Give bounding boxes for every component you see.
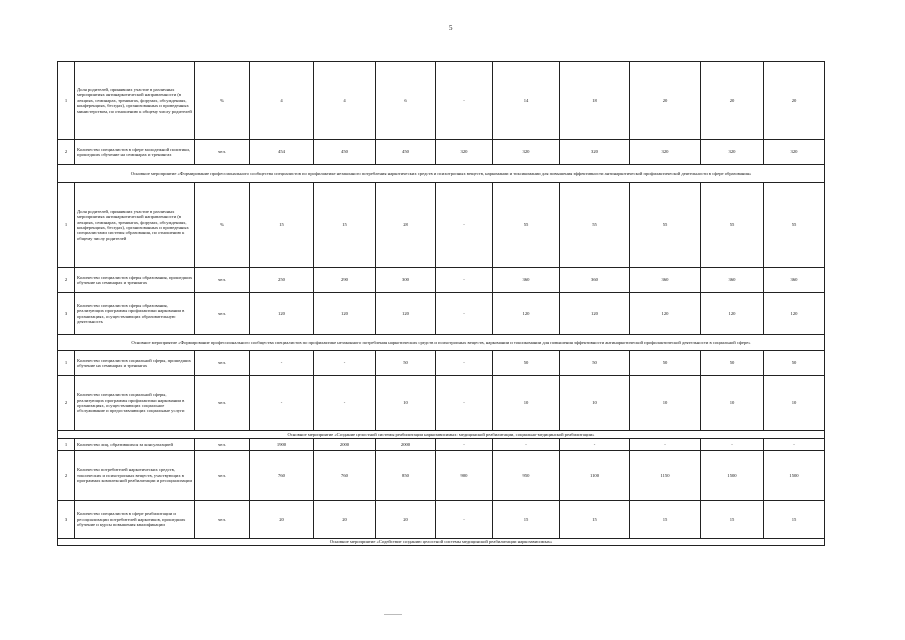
indicator-name: Количество потребителей наркотических средств, токсических и психотропных веществ, участвующих в программах комплексной реабилитации и ресоциализации <box>75 451 195 501</box>
indicator-name: Количество специалистов в сфере реабилитации и ресоциализации потребителей наркотиков, прошедших обучение и курсы повышения квалификации <box>75 501 195 539</box>
value-cell: 6 <box>376 62 436 140</box>
value-cell: 10 <box>764 376 825 431</box>
value-cell: 15 <box>701 501 764 539</box>
table-row <box>58 376 825 431</box>
value-cell: 15 <box>250 183 314 268</box>
row-number: 2 <box>58 268 75 293</box>
table-row <box>58 268 825 293</box>
row-number: 1 <box>58 62 75 140</box>
value-cell: 1100 <box>560 451 630 501</box>
value-cell: 50 <box>701 351 764 376</box>
value-cell: 320 <box>493 140 560 165</box>
table-row <box>58 439 825 451</box>
value-cell: 320 <box>764 140 825 165</box>
section-title <box>58 335 825 351</box>
unit-cell: чел. <box>195 351 250 376</box>
value-cell: 760 <box>314 451 376 501</box>
value-cell: 10 <box>630 376 701 431</box>
value-cell: 450 <box>314 140 376 165</box>
value-cell: 454 <box>250 140 314 165</box>
value-cell: - <box>436 183 493 268</box>
value-cell: 20 <box>701 62 764 140</box>
value-cell: 120 <box>376 293 436 335</box>
unit-cell: чел. <box>195 439 250 451</box>
value-cell: 320 <box>630 140 701 165</box>
value-cell: 20 <box>764 62 825 140</box>
value-cell: 320 <box>560 140 630 165</box>
indicator-name: Доля родителей, принявших участие в различных мероприятиях антинаркотической направленности (в лекциях, семинарах, тренингах, форумах, обсуждениях, конференциях, беседах), организованных и проведенных министерством, по отношению к общему числу родителей <box>75 62 195 140</box>
value-cell: 1150 <box>630 451 701 501</box>
row-number: 1 <box>58 439 75 451</box>
value-cell: 320 <box>436 140 493 165</box>
section-header-row <box>58 431 825 439</box>
unit-cell: чел. <box>195 268 250 293</box>
section-header-row <box>58 539 825 546</box>
value-cell: 15 <box>630 501 701 539</box>
value-cell: 15 <box>493 501 560 539</box>
value-cell: 20 <box>250 501 314 539</box>
indicators-table <box>57 61 825 546</box>
value-cell: 850 <box>376 451 436 501</box>
unit-cell: чел. <box>195 501 250 539</box>
value-cell: 20 <box>376 501 436 539</box>
value-cell: 760 <box>250 451 314 501</box>
value-cell: 10 <box>701 376 764 431</box>
indicator-name: Доля родителей, принявших участие в различных мероприятиях антинаркотической направленности (в лекциях, семинарах, тренингах, форумах, обсуждениях, конференциях, беседах), организованных и проведенных специалистами системы образования, по отношению к общему числу родителей <box>75 183 195 268</box>
page-number: 5 <box>449 24 453 32</box>
row-number: 3 <box>58 501 75 539</box>
value-cell: 120 <box>764 293 825 335</box>
section-title-text: Основное мероприятие «Формирование профессионального сообщества специалистов по профилактике незаконного потребления наркотических средств и психотропных веществ, наркомании и токсикомании для повышения эффективности антинаркотической профилактической деятельности в социальной сфере» <box>131 339 751 345</box>
value-cell: 250 <box>250 268 314 293</box>
value-cell: 50 <box>630 351 701 376</box>
value-cell: - <box>436 268 493 293</box>
value-cell: 450 <box>376 140 436 165</box>
value-cell: 360 <box>701 268 764 293</box>
value-cell: - <box>630 439 701 451</box>
value-cell: 55 <box>560 183 630 268</box>
row-number: 3 <box>58 293 75 335</box>
unit-cell: % <box>195 183 250 268</box>
value-cell: 14 <box>493 62 560 140</box>
value-cell: 1500 <box>701 451 764 501</box>
section-title <box>58 165 825 183</box>
value-cell: 120 <box>701 293 764 335</box>
footer-mark <box>384 614 402 615</box>
unit-cell: чел. <box>195 451 250 501</box>
value-cell: 4 <box>250 62 314 140</box>
indicator-name: Количество лиц, обратившихся за консультацией <box>75 439 195 451</box>
value-cell: 15 <box>764 501 825 539</box>
indicator-name: Количество специалистов в сфере молодежной политики, прошедших обучение на семинарах и тренингах <box>75 140 195 165</box>
row-number: 2 <box>58 376 75 431</box>
section-title-text: Основное мероприятие «Формирование профессионального сообщества специалистов по профилактике незаконного потребления наркотических средств и психотропных веществ, наркомании и токсикомании для повышения эффективности антинаркотической профилактической деятельности в сфере образования» <box>130 170 752 176</box>
unit-cell: чел. <box>195 376 250 431</box>
value-cell: 15 <box>314 183 376 268</box>
value-cell: 360 <box>560 268 630 293</box>
value-cell: 28 <box>376 183 436 268</box>
value-cell: - <box>314 351 376 376</box>
value-cell: 120 <box>560 293 630 335</box>
value-cell: 15 <box>560 501 630 539</box>
value-cell: 300 <box>376 268 436 293</box>
table-row <box>58 62 825 140</box>
section-title <box>58 431 825 439</box>
value-cell: 2000 <box>314 439 376 451</box>
indicator-name: Количество специалистов сферы образования, реализующих программы профилактики наркомании в организациях, осуществляющих образовательную деятельность <box>75 293 195 335</box>
row-number: 2 <box>58 140 75 165</box>
value-cell: - <box>436 501 493 539</box>
value-cell: 50 <box>376 351 436 376</box>
value-cell: - <box>436 439 493 451</box>
value-cell: 120 <box>250 293 314 335</box>
value-cell: 10 <box>376 376 436 431</box>
table-row <box>58 501 825 539</box>
value-cell: 20 <box>630 62 701 140</box>
row-number: 1 <box>58 183 75 268</box>
value-cell: - <box>250 351 314 376</box>
value-cell: 18 <box>560 62 630 140</box>
indicator-name: Количество специалистов сферы образования, прошедших обучение на семинарах и тренингах <box>75 268 195 293</box>
value-cell: - <box>436 351 493 376</box>
section-header-row <box>58 165 825 183</box>
table-row <box>58 351 825 376</box>
unit-cell: чел. <box>195 140 250 165</box>
value-cell: 50 <box>764 351 825 376</box>
value-cell: 360 <box>764 268 825 293</box>
table-row <box>58 183 825 268</box>
value-cell: 120 <box>630 293 701 335</box>
value-cell: 290 <box>314 268 376 293</box>
row-number: 1 <box>58 351 75 376</box>
value-cell: 360 <box>493 268 560 293</box>
unit-cell: % <box>195 62 250 140</box>
table-row <box>58 293 825 335</box>
table-row <box>58 451 825 501</box>
value-cell: 1900 <box>250 439 314 451</box>
value-cell: 10 <box>560 376 630 431</box>
section-title <box>58 539 825 546</box>
value-cell: 320 <box>701 140 764 165</box>
value-cell: - <box>493 439 560 451</box>
value-cell: 120 <box>314 293 376 335</box>
value-cell: 55 <box>764 183 825 268</box>
indicator-name: Количество специалистов социальной сферы, реализующих программы профилактики наркомании в организациях, осуществляющих социальное обслуживание и предоставляющих социальные услуги <box>75 376 195 431</box>
value-cell: 1500 <box>764 451 825 501</box>
row-number: 2 <box>58 451 75 501</box>
value-cell: - <box>314 376 376 431</box>
value-cell: - <box>701 439 764 451</box>
value-cell: 55 <box>701 183 764 268</box>
value-cell: 10 <box>493 376 560 431</box>
value-cell: 900 <box>436 451 493 501</box>
value-cell: - <box>560 439 630 451</box>
value-cell: - <box>436 293 493 335</box>
value-cell: 360 <box>630 268 701 293</box>
value-cell: 50 <box>493 351 560 376</box>
table-row <box>58 140 825 165</box>
section-title-text: Основное мероприятие «Создание целостной системы реабилитации наркозависимых: медицинской реабилитации, социально-медицинской реабилитации» <box>287 431 595 437</box>
value-cell: - <box>436 62 493 140</box>
value-cell: 20 <box>314 501 376 539</box>
value-cell: 120 <box>493 293 560 335</box>
value-cell: 55 <box>493 183 560 268</box>
value-cell: 4 <box>314 62 376 140</box>
value-cell: - <box>436 376 493 431</box>
value-cell: 2000 <box>376 439 436 451</box>
value-cell: 55 <box>630 183 701 268</box>
section-header-row <box>58 335 825 351</box>
value-cell: 950 <box>493 451 560 501</box>
table-body <box>58 62 825 546</box>
unit-cell: чел. <box>195 293 250 335</box>
value-cell: - <box>764 439 825 451</box>
value-cell: 50 <box>560 351 630 376</box>
value-cell: - <box>250 376 314 431</box>
indicator-name: Количество специалистов социальной сферы, прошедших обучение на семинарах и тренингах <box>75 351 195 376</box>
section-title-text: Основное мероприятие «Содействие созданию целостной системы медицинской реабилитации наркозависимых» <box>329 539 553 545</box>
